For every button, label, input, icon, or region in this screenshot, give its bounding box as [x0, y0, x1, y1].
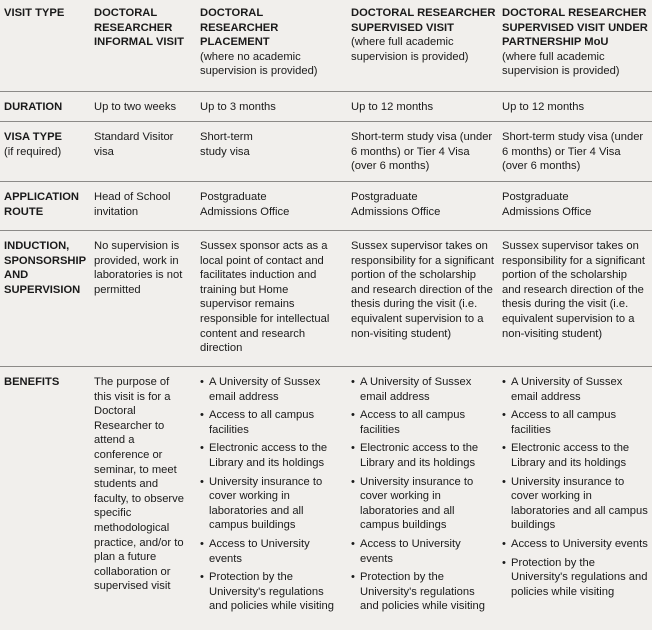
induction-label: INDUCTION, SPONSORSHIP AND SUPERVISION: [4, 240, 86, 296]
visa-placement: Short-term study visa: [200, 131, 253, 158]
divider: [0, 181, 652, 182]
divider: [0, 230, 652, 231]
header-placement-note: (where no academic supervision is provided): [200, 50, 318, 78]
header-informal: DOCTORAL RESEARCHER INFORMAL VISIT: [94, 7, 184, 49]
visa-label: [4, 130, 88, 159]
benefits-placement: [200, 375, 342, 618]
list-item: • A University of Sussex email address: [502, 375, 648, 404]
divider: [0, 366, 652, 367]
header-placement: [200, 6, 342, 79]
benefits-mou: [502, 375, 648, 603]
visa-informal: Standard Visitor visa: [94, 131, 174, 158]
route-mou: Postgraduate Admissions Office: [502, 191, 592, 218]
visa-label-title: VISA TYPE: [4, 131, 63, 143]
list-item: • University insurance to cover working in laboratories and all campus buildings: [200, 475, 342, 533]
route-placement: Postgraduate Admissions Office: [200, 191, 290, 218]
header-visit-type: VISIT TYPE: [4, 7, 65, 19]
list-item: • Access to University events: [200, 537, 342, 566]
header-mou-title: DOCTORAL RESEARCHER SUPERVISED VISIT UNDER PARTNERSHIP MoU: [502, 7, 648, 49]
list-item: • Electronic access to the Library and its holdings: [502, 441, 648, 470]
visa-mou: Short-term study visa (under 6 months) or Tier 4 Visa (over 6 months): [502, 131, 644, 173]
route-supervised: Postgraduate Admissions Office: [351, 191, 441, 218]
induction-mou: Sussex supervisor takes on responsibility for a significant portion of the scholarship and research direction of the thesis during the visit (i.e. equivalent supervision to a non-visiting student): [502, 240, 646, 340]
list-item: • Electronic access to the Library and its holdings: [200, 441, 342, 470]
list-item: • Electronic access to the Library and its holdings: [351, 441, 496, 470]
header-supervised: [351, 6, 496, 64]
list-item: • Access to University events: [351, 537, 496, 566]
list-item: • Protection by the University's regulations and policies while visiting: [351, 570, 496, 614]
list-item: • A University of Sussex email address: [351, 375, 496, 404]
list-item: • Access to all campus facilities: [502, 408, 648, 437]
duration-label: DURATION: [4, 101, 63, 113]
header-supervised-title: DOCTORAL RESEARCHER SUPERVISED VISIT: [351, 7, 496, 34]
benefits-supervised: [351, 375, 496, 618]
list-item: • Protection by the University's regulations and policies while visiting: [200, 570, 342, 614]
list-item: • A University of Sussex email address: [200, 375, 342, 404]
induction-informal: No supervision is provided, work in laboratories is not permitted: [94, 240, 183, 296]
duration-informal: Up to two weeks: [94, 101, 177, 113]
list-item: • Access to University events: [502, 537, 648, 552]
duration-mou: Up to 12 months: [502, 101, 585, 113]
header-mou-note: (where full academic supervision is provided): [502, 50, 620, 78]
divider: [0, 91, 652, 92]
benefits-informal: The purpose of this visit is for a Doctoral Researcher to attend a conference or seminar, to meet students and faculty, to observe specific methodological practice, and/or to plan a future collaboration or supervised visit: [94, 376, 184, 593]
duration-placement: Up to 3 months: [200, 101, 276, 113]
list-item: • University insurance to cover working in laboratories and all campus buildings: [502, 475, 648, 533]
list-item: • University insurance to cover working in laboratories and all campus buildings: [351, 475, 496, 533]
list-item: • Access to all campus facilities: [200, 408, 342, 437]
visa-label-sub: (if required): [4, 145, 62, 158]
route-label: APPLICATION ROUTE: [4, 191, 79, 218]
list-item: • Protection by the University's regulations and policies while visiting: [502, 556, 648, 600]
header-supervised-note: (where full academic supervision is provided): [351, 36, 469, 63]
benefits-label: BENEFITS: [4, 376, 60, 388]
divider: [0, 121, 652, 122]
header-placement-title: DOCTORAL RESEARCHER PLACEMENT: [200, 7, 279, 49]
duration-supervised: Up to 12 months: [351, 101, 434, 113]
route-informal: Head of School invitation: [94, 191, 171, 218]
induction-placement: Sussex sponsor acts as a local point of contact and facilitates induction and training but Home supervisor remains responsible for intellectual content and research direction: [200, 240, 330, 355]
header-mou: [502, 6, 648, 79]
visa-supervised: Short-term study visa (under 6 months) or Tier 4 Visa (over 6 months): [351, 131, 493, 173]
induction-supervised: Sussex supervisor takes on responsibility for a significant portion of the scholarship and research direction of the thesis during the visit (i.e. equivalent supervision to a non-visiting student): [351, 240, 495, 340]
list-item: • Access to all campus facilities: [351, 408, 496, 437]
